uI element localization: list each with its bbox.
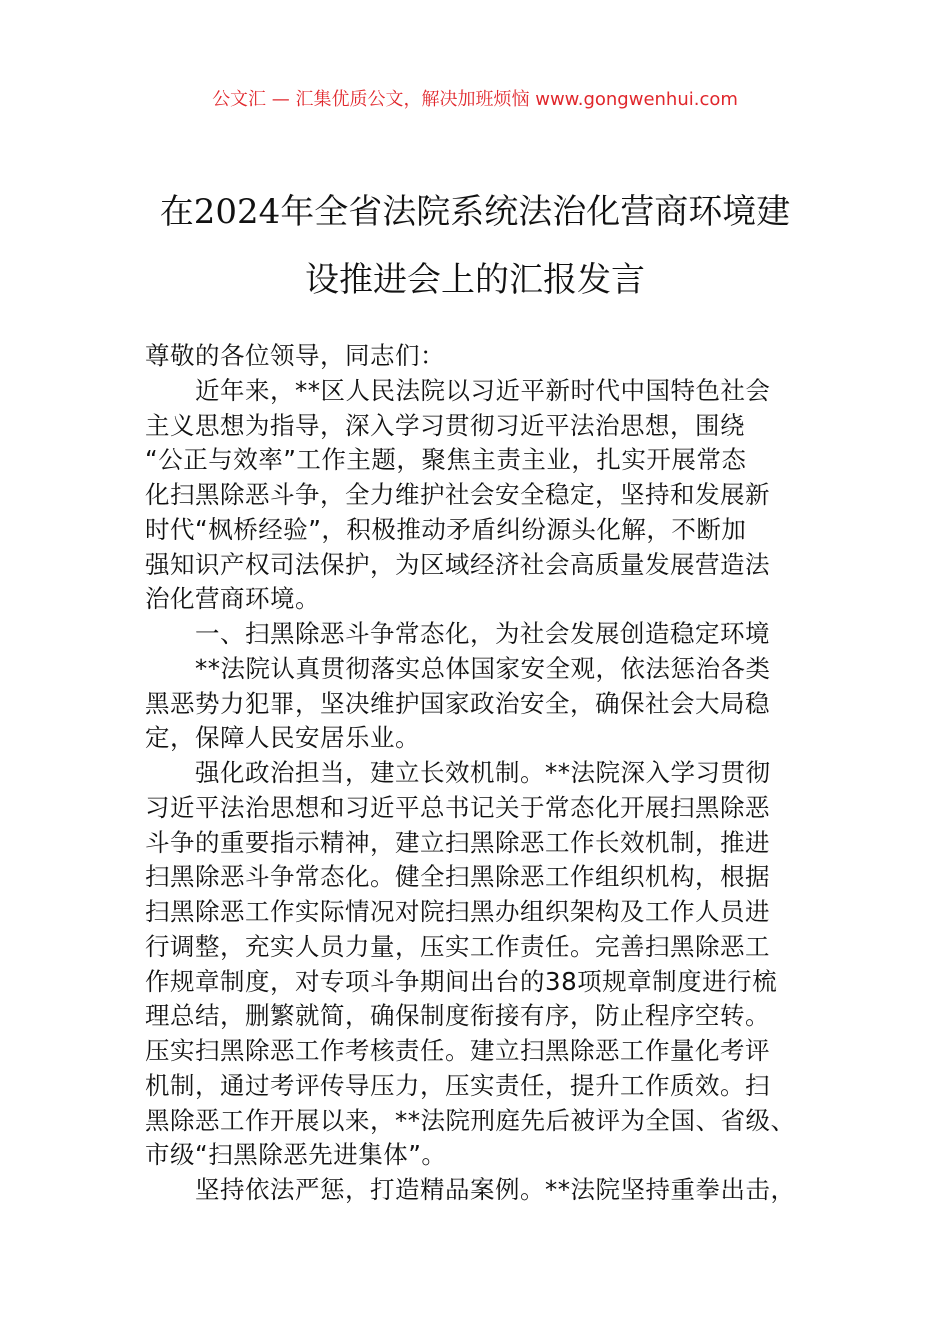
paragraph <box>145 617 825 652</box>
text-line: 主义思想为指导，深入学习贯彻习近平法治思想，围绕 <box>145 410 745 440</box>
watermark-header: 公文汇 — 汇集优质公文，解决加班烦恼 www.gongwenhui.com <box>212 89 738 110</box>
text-line: 近年来，**区人民法院以习近平新时代中国特色社会 <box>195 375 771 405</box>
text-line: 治化营商环境。 <box>145 584 320 614</box>
document-title <box>0 178 950 314</box>
paragraph <box>145 339 825 374</box>
paragraph <box>145 756 825 1173</box>
text-line: 坚持依法严惩，打造精品案例。**法院坚持重拳出击， <box>195 1175 796 1204</box>
paragraph <box>145 374 825 617</box>
text-line: “公正与效率”工作主题，聚焦主责主业，扎实开展常态 <box>145 445 747 475</box>
text-line: 斗争的重要指示精神，建立扫黑除恶工作长效机制，推进 <box>145 827 770 857</box>
text-line: 尊敬的各位领导，同志们： <box>145 341 445 370</box>
paragraph <box>145 652 825 756</box>
text-line: 理总结，删繁就简，确保制度衔接有序，防止程序空转。 <box>145 1001 770 1031</box>
text-line: 黑恶势力犯罪，坚决维护国家政治安全，确保社会大局稳 <box>145 688 770 718</box>
text-line: 行调整，充实人员力量，压实工作责任。完善扫黑除恶工 <box>145 931 770 961</box>
text-line: 习近平法治思想和习近平总书记关于常态化开展扫黑除恶 <box>145 792 770 822</box>
text-line: 时代“枫桥经验”，积极推动矛盾纠纷源头化解，不断加 <box>145 514 747 544</box>
text-line: 扫黑除恶斗争常态化。健全扫黑除恶工作组织机构，根据 <box>145 862 770 892</box>
text-line: 压实扫黑除恶工作考核责任。建立扫黑除恶工作量化考评 <box>145 1036 770 1065</box>
text-line: 机制，通过考评传导压力，压实责任，提升工作质效。扫 <box>145 1070 770 1100</box>
document-body <box>145 339 825 1208</box>
text-line: 强知识产权司法保护，为区域经济社会高质量发展营造法 <box>145 549 770 579</box>
text-line: 扫黑除恶工作实际情况对院扫黑办组织架构及工作人员进 <box>145 897 770 926</box>
text-line: 市级“扫黑除恶先进集体”。 <box>145 1140 447 1170</box>
title-line: 设推进会上的汇报发言 <box>305 260 645 300</box>
text-line: 黑除恶工作开展以来，**法院刑庭先后被评为全国、省级、 <box>145 1105 796 1135</box>
text-line: **法院认真贯彻落实总体国家安全观，依法惩治各类 <box>195 653 771 683</box>
text-line: 作规章制度，对专项斗争期间出台的38项规章制度进行梳 <box>145 966 778 996</box>
paragraph <box>145 1173 825 1208</box>
text-line: 化扫黑除恶斗争，全力维护社会安全稳定，坚持和发展新 <box>145 480 770 509</box>
title-line: 在2024年全省法院系统法治化营商环境建 <box>159 192 791 232</box>
text-line: 一、扫黑除恶斗争常态化，为社会发展创造稳定环境 <box>195 619 770 648</box>
text-line: 强化政治担当，建立长效机制。**法院深入学习贯彻 <box>195 758 771 787</box>
text-line: 定，保障人民安居乐业。 <box>145 723 420 753</box>
